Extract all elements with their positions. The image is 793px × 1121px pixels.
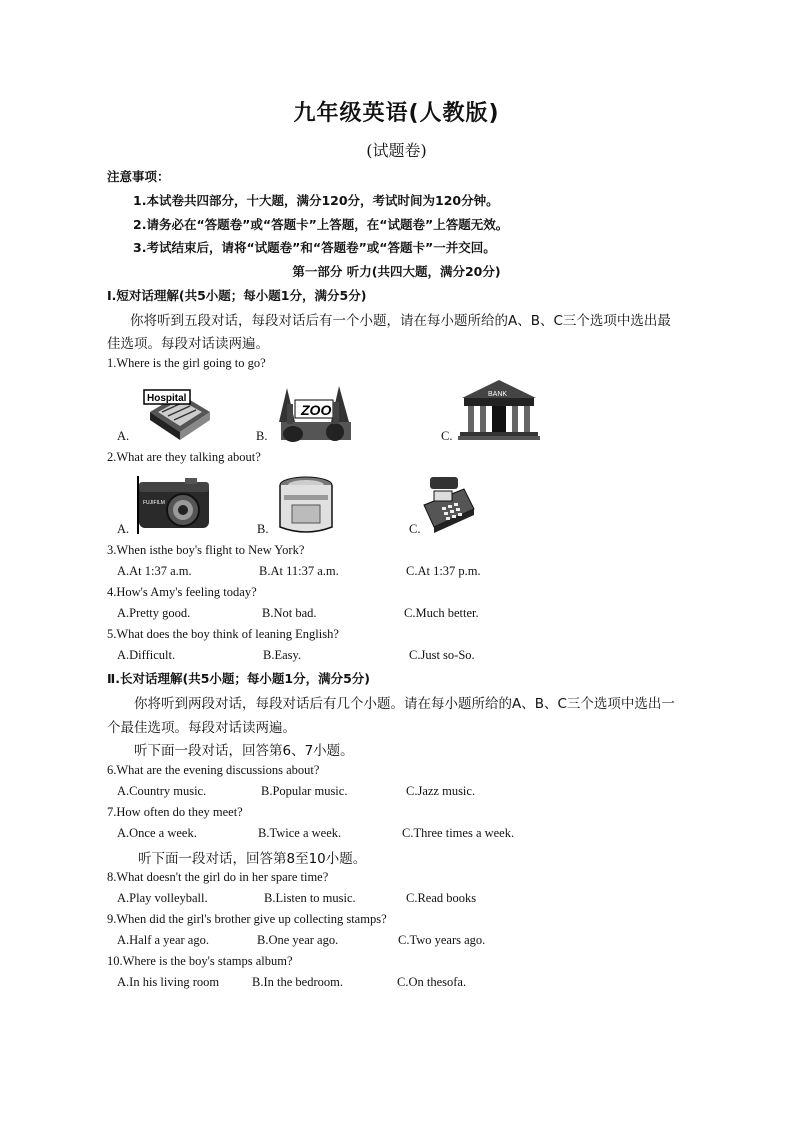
page-title: 九年级英语(人教版) [293, 101, 500, 126]
question-9: 9.When did the girl's brother give up collecting stamps? [107, 912, 387, 926]
washing-machine-image [278, 475, 334, 537]
q6-option-a: A.Country music. [117, 784, 207, 798]
telephone-image [420, 475, 476, 533]
section1-instruction: 你将听到五段对话，每段对话后有一个小题，请在每小题所给的A、B、C三个选项中选出最 [130, 313, 671, 329]
camera-image [135, 474, 211, 536]
q9-option-a: A.Half a year ago. [117, 933, 209, 947]
q7-option-c: C.Three times a week. [402, 826, 515, 840]
svg-text:BANK: BANK [488, 391, 508, 398]
dialog1-intro: 听下面一段对话，回答第6、7小题。 [134, 743, 354, 759]
part1-heading: 第一部分 听力(共四大题，满分20分) [292, 264, 501, 279]
q5-option-b: B.Easy. [263, 648, 302, 662]
section2-instruction-cont: 个最佳选项。每段对话读两遍。 [107, 720, 296, 736]
q3-option-b: B.At 11:37 a.m. [259, 564, 339, 578]
q3-option-c: C.At 1:37 p.m. [406, 564, 481, 578]
question-1: 1.Where is the girl going to go? [107, 356, 266, 370]
q4-option-a: A.Pretty good. [117, 606, 191, 620]
question-2: 2.What are they talking about? [107, 450, 261, 464]
bank-image [458, 378, 540, 440]
question-7: 7.How often do they meet? [107, 805, 243, 819]
question-6: 6.What are the evening discussions about? [107, 763, 320, 777]
svg-text:FUJIFILM: FUJIFILM [143, 500, 165, 506]
section2-instruction: 你将听到两段对话，每段对话后有几个小题。请在每小题所给的A、B、C三个选项中选出一 [134, 696, 675, 712]
q3-option-a: A.At 1:37 a.m. [117, 564, 192, 578]
zoo-image [273, 382, 353, 442]
question-10: 10.Where is the boy's stamps album? [107, 954, 293, 968]
q1-option-b: B. [256, 429, 268, 443]
section2-heading: Ⅱ.长对话理解(共5小题；每小题1分，满分5分) [107, 671, 371, 686]
q7-option-a: A.Once a week. [117, 826, 197, 840]
q10-option-c: C.On thesofa. [397, 975, 467, 989]
hospital-image [140, 382, 215, 442]
notice-item-2: 2.请务必在“答题卷”或“答题卡”上答题，在“试题卷”上答题无效。 [133, 217, 509, 232]
q8-option-c: C.Read books [406, 891, 477, 905]
q7-option-b: B.Twice a week. [258, 826, 342, 840]
q2-option-a: A. [117, 522, 130, 536]
q4-option-b: B.Not bad. [262, 606, 317, 620]
q1-option-a: A. [117, 429, 130, 443]
q1-option-c: C. [441, 429, 453, 443]
q9-option-b: B.One year ago. [257, 933, 339, 947]
q9-option-c: C.Two years ago. [398, 933, 486, 947]
notice-item-1: 1.本试卷共四部分，十大题，满分120分，考试时间为120分钟。 [133, 193, 499, 208]
question-3: 3.When isthe boy's flight to New York? [107, 543, 305, 557]
q5-option-c: C.Just so-So. [409, 648, 475, 662]
q6-option-b: B.Popular music. [261, 784, 348, 798]
notice-item-3: 3.考试结束后，请将“试题卷”和“答题卷”或“答题卡”一并交回。 [133, 240, 496, 255]
q5-option-a: A.Difficult. [117, 648, 176, 662]
notice-heading: 注意事项： [107, 169, 170, 184]
svg-text:Hospital: Hospital [147, 393, 187, 404]
q2-option-b: B. [257, 522, 269, 536]
q4-option-c: C.Much better. [404, 606, 479, 620]
q10-option-a: A.In his living room [117, 975, 220, 989]
question-8: 8.What doesn't the girl do in her spare time? [107, 870, 329, 884]
dialog2-intro: 听下面一段对话，回答第8至10小题。 [138, 851, 367, 867]
q6-option-c: C.Jazz music. [406, 784, 476, 798]
section1-heading: I.短对话理解(共5小题；每小题1分，满分5分) [107, 288, 367, 303]
question-4: 4.How's Amy's feeling today? [107, 585, 257, 599]
q8-option-b: B.Listen to music. [264, 891, 356, 905]
q2-option-c: C. [409, 522, 421, 536]
section1-instruction-cont: 佳选项。每段对话读两遍。 [107, 336, 269, 352]
q8-option-a: A.Play volleyball. [117, 891, 208, 905]
svg-text:ZOO: ZOO [301, 402, 332, 418]
q10-option-b: B.In the bedroom. [252, 975, 343, 989]
question-5: 5.What does the boy think of leaning English? [107, 627, 339, 641]
page-subtitle: (试题卷) [366, 141, 427, 160]
